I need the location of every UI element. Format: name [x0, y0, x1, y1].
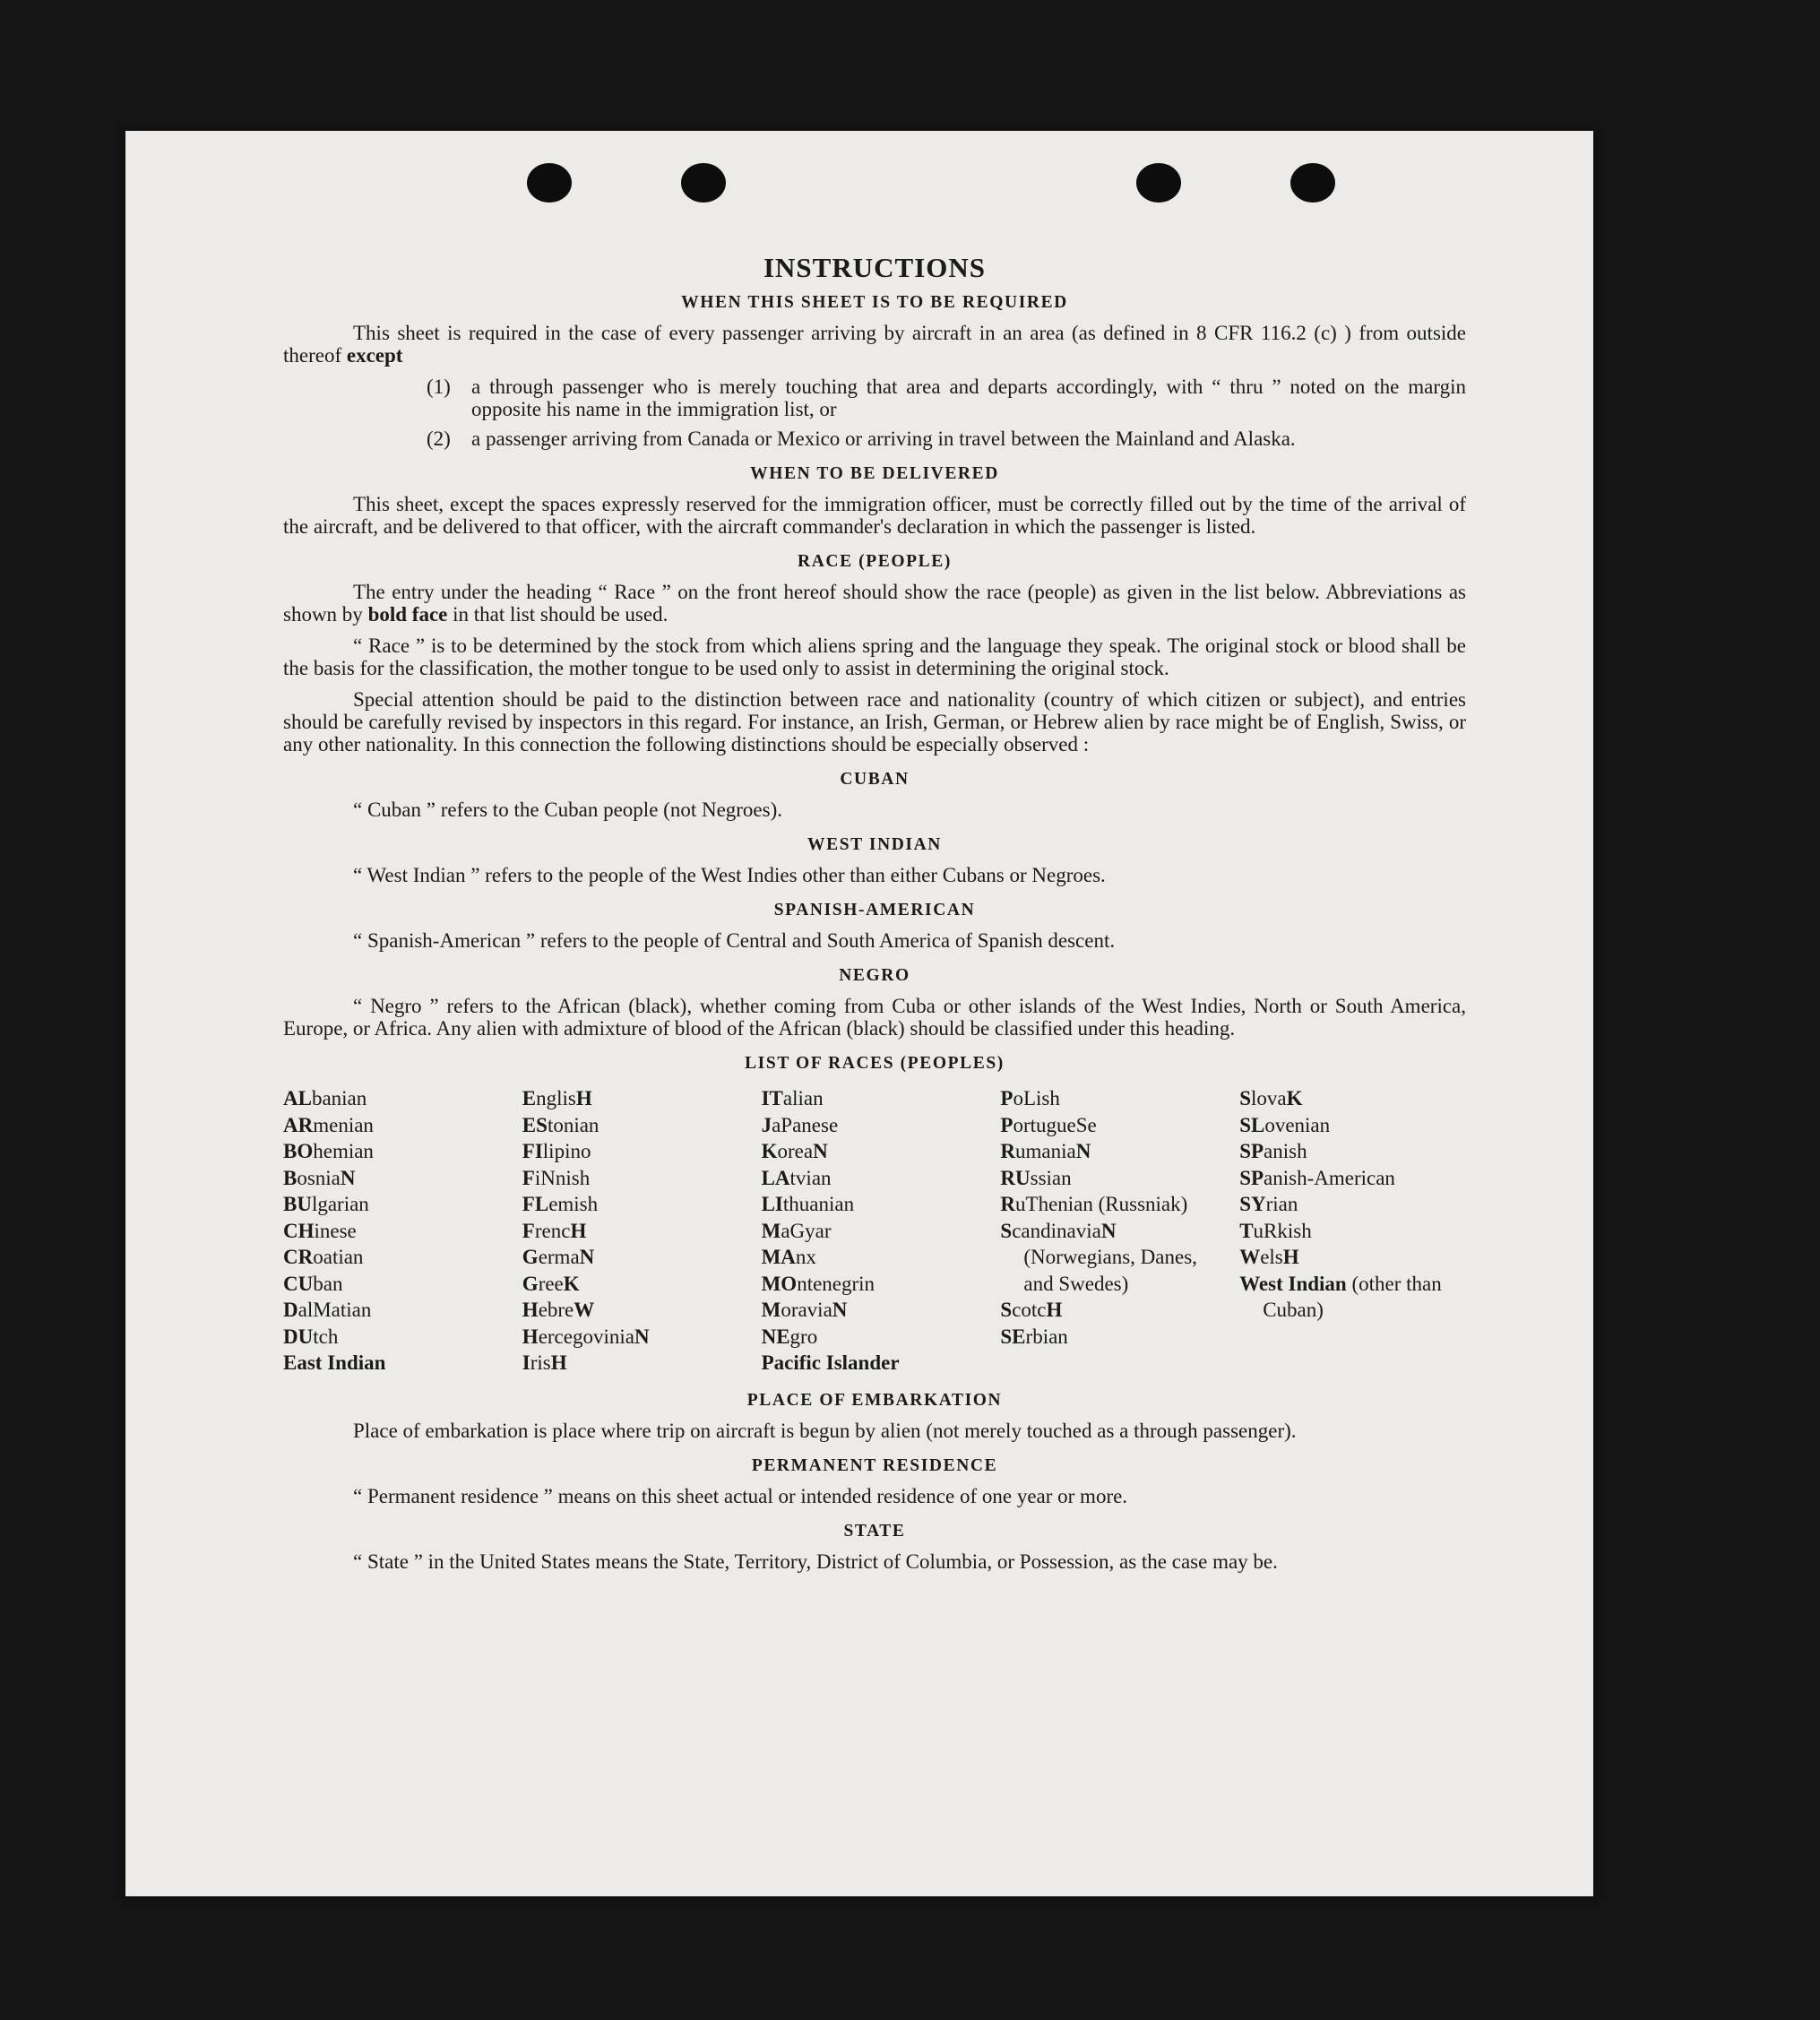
cuban-text: “ Cuban ” refers to the Cuban people (not Negroes).	[353, 799, 783, 821]
race-item: ITalian	[761, 1087, 824, 1109]
required-intro: This sheet is required in the case of every passenger arriving by aircraft in an area (as defined in 8 CFR 116.2 (c) ) from outside thereof except	[283, 322, 1466, 367]
race-item: RuThenian (Russniak)	[1000, 1193, 1188, 1215]
races-column	[762, 1085, 988, 1377]
race-item: JaPanese	[761, 1113, 839, 1136]
race-item: FIlipino	[522, 1140, 591, 1162]
west-indian-text: “ West Indian ” refers to the people of the West Indies other than either Cubans or Negroes.	[353, 864, 1106, 886]
race-item: GermaN	[522, 1246, 595, 1268]
race-item: TuRkish	[1239, 1219, 1312, 1242]
race-item: SPanish-American	[1239, 1166, 1395, 1189]
race-item: FrencH	[522, 1219, 587, 1242]
race-item: NEgro	[761, 1325, 818, 1348]
race-item: ScotcH	[1000, 1299, 1063, 1321]
race-item: MAnx	[761, 1246, 816, 1268]
section-heading-race: RACE (PEOPLE)	[798, 552, 952, 571]
race-item: RumaniaN	[1000, 1140, 1091, 1162]
race-item: BUlgarian	[283, 1193, 369, 1215]
race-item: DalMatian	[283, 1299, 372, 1321]
race-paragraph-2: “ Race ” is to be determined by the stock from which aliens spring and the language they speak. The original stock or blood shall be the basis for the classification, the mother tongue to be used only to assist in determining the original stock.	[283, 634, 1466, 679]
exception-item: (1) a through passenger who is merely touching that area and departs accordingly, with “ thru ” noted on the margin opposite his name in the immigration list, or	[427, 376, 1466, 420]
race-item: East Indian	[283, 1351, 386, 1374]
spanish-american-text: “ Spanish-American ” refers to the people of Central and South America of Spanish descent.	[353, 929, 1116, 952]
race-paragraph-1: The entry under the heading “ Race ” on the front hereof should show the race (people) as given in the list below. Abbreviations as shown by bold face in that list should be used.	[283, 581, 1466, 626]
race-item: HebreW	[522, 1299, 595, 1321]
punch-hole	[527, 163, 572, 203]
race-item: SPanish	[1239, 1140, 1307, 1162]
race-item: FiNnish	[522, 1166, 591, 1189]
race-item: WelsH	[1239, 1246, 1299, 1268]
race-item: BOhemian	[283, 1140, 374, 1162]
race-item: RUssian	[1000, 1166, 1072, 1189]
punch-hole	[1136, 163, 1181, 203]
race-item: ALbanian	[283, 1087, 367, 1109]
race-item: KoreaN	[761, 1140, 828, 1162]
race-paragraph-3: Special attention should be paid to the distinction between race and nationality (country of which citizen or subject), and entries should be carefully revised by inspectors in this regard. For instance, an Irish, German, or Hebrew alien by race might be of English, Swiss, or any other nationality. In this connection the following distinctions should be especially observed :	[283, 688, 1466, 755]
state-text: “ State ” in the United States means the State, Territory, District of Columbia, or Possession, as the case may be.	[353, 1550, 1278, 1573]
race-item: SErbian	[1000, 1325, 1068, 1348]
instructions-content	[283, 252, 1466, 1582]
race-item: West Indian (other than Cuban)	[1239, 1272, 1442, 1321]
race-item: LIthuanian	[761, 1193, 855, 1215]
race-item: LAtvian	[761, 1166, 832, 1189]
race-item: MoraviaN	[761, 1299, 848, 1321]
race-item: GreeK	[522, 1272, 580, 1295]
race-item: ScandinaviaN (Norwegians, Danes, and Swedes)	[1000, 1219, 1197, 1295]
section-heading-spanish-american: SPANISH-AMERICAN	[773, 901, 976, 919]
race-item: SLovenian	[1239, 1113, 1331, 1136]
exception-item: (2) a passenger arriving from Canada or Mexico or arriving in travel between the Mainland and Alaska.	[427, 427, 1296, 450]
document-sheet	[125, 131, 1593, 1896]
delivered-text: This sheet, except the spaces expressly reserved for the immigration officer, must be correctly filled out by the time of the arrival of the aircraft, and be delivered to that officer, with the aircraft commander's declaration in which the passenger is listed.	[283, 493, 1466, 538]
race-item: SYrian	[1239, 1193, 1298, 1215]
section-heading-required: WHEN THIS SHEET IS TO BE REQUIRED	[681, 293, 1068, 312]
punch-hole	[681, 163, 726, 203]
page-title: INSTRUCTIONS	[763, 252, 986, 283]
races-column	[1000, 1085, 1227, 1377]
race-item: SlovaK	[1239, 1087, 1303, 1109]
race-item: PortugueSe	[1000, 1113, 1097, 1136]
race-item: Pacific Islander	[761, 1351, 900, 1374]
negro-text: “ Negro ” refers to the African (black), whether coming from Cuba or other islands of the West Indies, North or South America, Europe, or Africa. Any alien with admixture of blood of the African (black) should be classified under this heading.	[283, 995, 1466, 1040]
residence-text: “ Permanent residence ” means on this sheet actual or intended residence of one year or more.	[353, 1484, 1128, 1507]
race-item: CRoatian	[283, 1246, 364, 1268]
race-item: MOntenegrin	[761, 1272, 875, 1295]
section-heading-west-indian: WEST INDIAN	[807, 835, 942, 854]
race-item: BosniaN	[283, 1166, 356, 1189]
punch-hole	[1290, 163, 1335, 203]
race-item: DUtch	[283, 1325, 339, 1348]
section-heading-embarkation: PLACE OF EMBARKATION	[746, 1390, 1003, 1410]
race-item: CHinese	[283, 1219, 357, 1242]
section-heading-negro: NEGRO	[839, 966, 910, 985]
section-heading-state: STATE	[843, 1521, 906, 1541]
race-item: PoLish	[1000, 1087, 1060, 1109]
race-item: MaGyar	[761, 1219, 832, 1242]
race-item: HercegoviniaN	[522, 1325, 650, 1348]
section-heading-residence: PERMANENT RESIDENCE	[751, 1455, 998, 1475]
section-heading-races-list: LIST OF RACES (PEOPLES)	[745, 1054, 1005, 1073]
exception-list	[427, 376, 1466, 450]
races-column	[522, 1085, 749, 1377]
race-item: IrisH	[522, 1351, 567, 1374]
race-item: EStonian	[522, 1113, 599, 1136]
race-item: FLemish	[522, 1193, 599, 1215]
section-heading-delivered: WHEN TO BE DELIVERED	[750, 464, 999, 483]
race-item: CUban	[283, 1272, 343, 1295]
section-heading-cuban: CUBAN	[840, 770, 910, 789]
races-list	[283, 1085, 1466, 1377]
embarkation-text: Place of embarkation is place where trip on aircraft is begun by alien (not merely touched as a through passenger).	[353, 1419, 1297, 1442]
race-item: ARmenian	[283, 1113, 374, 1136]
races-column	[1239, 1085, 1466, 1377]
races-column	[283, 1085, 510, 1377]
race-item: EnglisH	[522, 1087, 592, 1109]
